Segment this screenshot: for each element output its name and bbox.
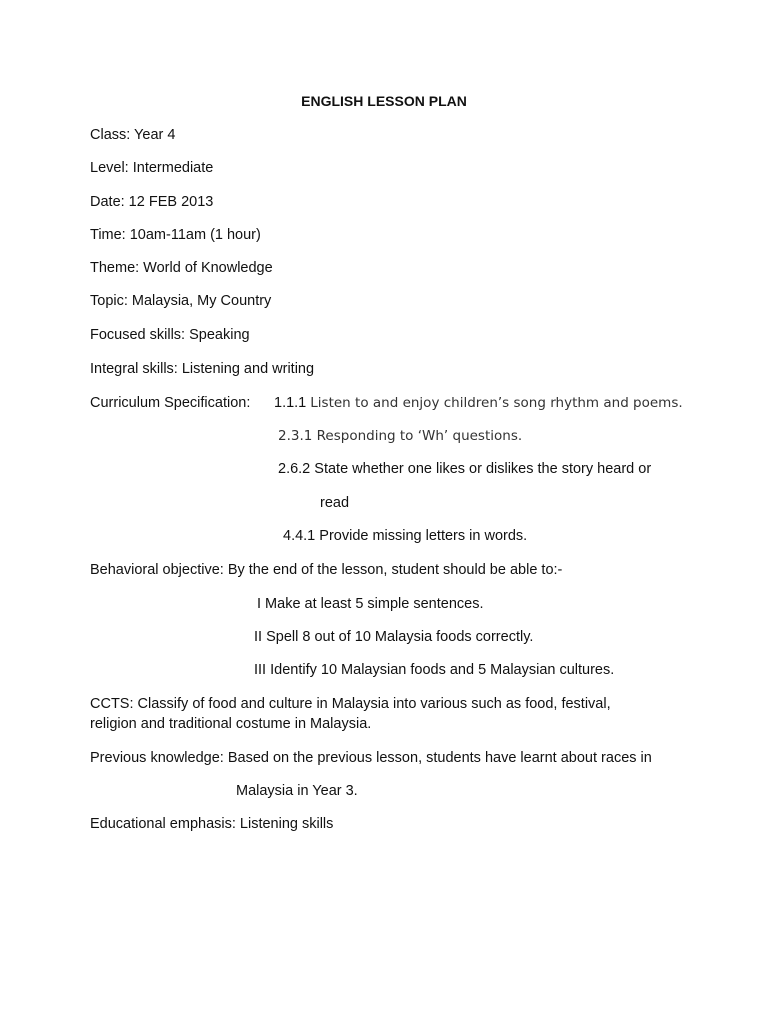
curriculum-item: 4.4.1 Provide missing letters in words. [283, 528, 528, 544]
class-field: Class: Year 4 [90, 127, 176, 143]
previous-knowledge-text: Previous knowledge: Based on the previous lesson, students have learnt about races in [90, 750, 652, 766]
page-title: ENGLISH LESSON PLAN [301, 93, 467, 109]
date-field: Date: 12 FEB 2013 [90, 194, 214, 210]
objective-item: I Make at least 5 simple sentences. [257, 596, 484, 612]
integral-skills-field: Integral skills: Listening and writing [90, 361, 315, 377]
ccts-text-continuation: religion and traditional costume in Malaysia. [90, 716, 372, 732]
curriculum-item: 2.6.2 State whether one likes or dislikes the story heard or [278, 461, 652, 477]
curriculum-item [274, 394, 683, 412]
curriculum-label: Curriculum Specification: [90, 395, 251, 411]
ccts-text: CCTS: Classify of food and culture in Malaysia into various such as food, festival, [90, 696, 611, 712]
curriculum-item-text: Listen to and enjoy children’s song rhythm and poems. [310, 395, 683, 411]
behavioral-objective-label: Behavioral objective: By the end of the lesson, student should be able to:- [90, 562, 563, 578]
time-field: Time: 10am-11am (1 hour) [90, 227, 261, 243]
curriculum-item-number: 1.1.1 [274, 395, 307, 411]
educational-emphasis-text: Educational emphasis: Listening skills [90, 816, 334, 832]
level-field: Level: Intermediate [90, 160, 214, 176]
objective-item: III Identify 10 Malaysian foods and 5 Malaysian cultures. [254, 662, 615, 678]
curriculum-item-continuation: read [320, 495, 350, 511]
theme-field: Theme: World of Knowledge [90, 260, 273, 276]
topic-field: Topic: Malaysia, My Country [90, 293, 272, 309]
objective-item: II Spell 8 out of 10 Malaysia foods correctly. [254, 629, 534, 645]
focused-skills-field: Focused skills: Speaking [90, 327, 250, 343]
previous-knowledge-continuation: Malaysia in Year 3. [236, 783, 358, 799]
curriculum-item: 2.3.1 Responding to ‘Wh’ questions. [278, 428, 523, 444]
